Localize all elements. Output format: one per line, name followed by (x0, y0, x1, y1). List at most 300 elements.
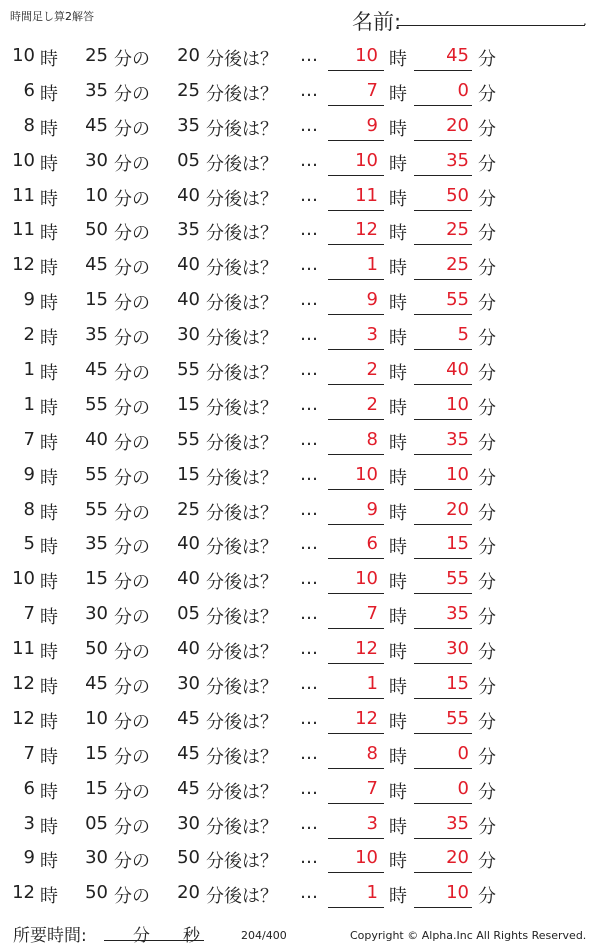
hour-unit: 時 (389, 49, 407, 70)
answer-hour-underline (328, 279, 384, 280)
answer-hour-underline (328, 698, 384, 699)
added-minutes: 35 (177, 114, 200, 136)
minutes-later-text: 分後は？ (206, 816, 278, 838)
ellipsis: … (300, 324, 318, 346)
name-underline (397, 25, 585, 26)
minute-unit: 分 (478, 711, 496, 733)
time-required-label: 所要時間: (13, 926, 87, 946)
problem-row (0, 213, 600, 248)
problem-row (0, 388, 600, 423)
start-hour: 6 (23, 79, 35, 101)
minute-unit: 分 (478, 83, 496, 105)
minutes-later-text: 分後は？ (206, 83, 278, 105)
answer-minute-underline (414, 140, 472, 141)
minutes-later-text: 分後は？ (206, 642, 278, 664)
ellipsis: … (300, 707, 318, 729)
answer-minute-underline (414, 244, 472, 245)
hour-unit: 時 (40, 467, 58, 489)
hour-unit: 時 (389, 711, 407, 733)
start-minute: 30 (85, 847, 108, 869)
answer-hour-underline (328, 907, 384, 908)
minute-of-unit: 分の (114, 188, 150, 210)
answer-minute: 15 (446, 533, 469, 555)
start-hour: 1 (23, 359, 35, 381)
start-hour: 8 (23, 114, 35, 136)
minute-of-unit: 分の (114, 537, 150, 559)
answer-minute-underline (414, 105, 472, 106)
minutes-later-text: 分後は？ (206, 153, 278, 175)
start-hour: 7 (23, 428, 35, 450)
problem-row (0, 772, 600, 807)
added-minutes: 05 (177, 149, 200, 171)
problem-row (0, 283, 600, 318)
ellipsis: … (300, 114, 318, 136)
answer-minute-underline (414, 279, 472, 280)
answer-hour: 9 (366, 289, 378, 311)
answer-hour: 7 (366, 777, 378, 799)
problem-row (0, 493, 600, 528)
ellipsis: … (300, 847, 318, 869)
added-minutes: 40 (177, 568, 200, 590)
answer-minute: 45 (446, 45, 469, 66)
hour-unit: 時 (40, 677, 58, 699)
answer-minute: 40 (446, 359, 469, 381)
added-minutes: 20 (177, 45, 200, 66)
hour-unit: 時 (389, 293, 407, 315)
answer-hour-underline (328, 872, 384, 873)
hour-unit: 時 (389, 328, 407, 350)
hour-unit: 時 (389, 677, 407, 699)
problem-row (0, 876, 600, 911)
ellipsis: … (300, 673, 318, 695)
minute-unit: 分 (478, 118, 496, 140)
name-label: 名前: (352, 10, 402, 34)
minute-of-unit: 分の (114, 363, 150, 385)
start-minute: 55 (85, 498, 108, 520)
minute-of-unit: 分の (114, 153, 150, 175)
hour-unit: 時 (40, 363, 58, 385)
added-minutes: 20 (177, 882, 200, 904)
answer-minute: 15 (446, 673, 469, 695)
hour-unit: 時 (40, 188, 58, 210)
start-minute: 35 (85, 79, 108, 101)
answer-minute-underline (414, 419, 472, 420)
answer-minute-underline (414, 698, 472, 699)
minute-of-unit: 分の (114, 258, 150, 280)
minute-unit: 分 (478, 188, 496, 210)
answer-minute: 10 (446, 393, 469, 415)
problem-row (0, 597, 600, 632)
ellipsis: … (300, 882, 318, 904)
minutes-later-text: 分後は？ (206, 258, 278, 280)
added-minutes: 30 (177, 812, 200, 834)
answer-hour: 12 (355, 638, 378, 660)
minute-unit: 分 (478, 258, 496, 280)
added-minutes: 40 (177, 254, 200, 276)
ellipsis: … (300, 568, 318, 590)
answer-hour-underline (328, 558, 384, 559)
answer-minute-underline (414, 70, 472, 71)
hour-unit: 時 (40, 607, 58, 629)
added-minutes: 30 (177, 324, 200, 346)
answer-minute: 55 (446, 707, 469, 729)
minute-unit: 分 (478, 49, 496, 70)
added-minutes: 40 (177, 184, 200, 206)
problem-row (0, 39, 600, 74)
problem-row (0, 737, 600, 772)
start-minute: 45 (85, 673, 108, 695)
start-minute: 45 (85, 254, 108, 276)
hour-unit: 時 (40, 816, 58, 838)
start-minute: 10 (85, 707, 108, 729)
start-minute: 30 (85, 149, 108, 171)
answer-minute: 10 (446, 882, 469, 904)
minute-unit: 分 (478, 502, 496, 524)
problem-row (0, 144, 600, 179)
minute-unit: 分 (478, 223, 496, 245)
page-number: 204/400 (241, 929, 287, 942)
time-minute-label: 分 (133, 926, 150, 946)
problem-row (0, 74, 600, 109)
minute-unit: 分 (478, 293, 496, 315)
added-minutes: 55 (177, 428, 200, 450)
added-minutes: 50 (177, 847, 200, 869)
answer-minute-underline (414, 733, 472, 734)
answer-hour-underline (328, 524, 384, 525)
hour-unit: 時 (40, 153, 58, 175)
start-hour: 12 (12, 673, 35, 695)
answer-minute: 20 (446, 498, 469, 520)
minutes-later-text: 分後は？ (206, 223, 278, 245)
ellipsis: … (300, 428, 318, 450)
answer-hour-underline (328, 733, 384, 734)
ellipsis: … (300, 359, 318, 381)
problem-row (0, 702, 600, 737)
answer-hour-underline (328, 140, 384, 141)
minute-unit: 分 (478, 432, 496, 454)
answer-minute: 0 (457, 742, 469, 764)
added-minutes: 35 (177, 219, 200, 241)
answer-hour: 7 (366, 603, 378, 625)
hour-unit: 時 (40, 537, 58, 559)
hour-unit: 時 (40, 572, 58, 594)
minutes-later-text: 分後は？ (206, 188, 278, 210)
answer-hour: 1 (366, 673, 378, 695)
start-minute: 55 (85, 463, 108, 485)
ellipsis: … (300, 812, 318, 834)
start-hour: 6 (23, 777, 35, 799)
answer-minute-underline (414, 872, 472, 873)
answer-hour-underline (328, 803, 384, 804)
hour-unit: 時 (40, 49, 58, 70)
hour-unit: 時 (40, 328, 58, 350)
answer-minute: 25 (446, 219, 469, 241)
answer-minute-underline (414, 349, 472, 350)
answer-minute-underline (414, 384, 472, 385)
answer-hour: 3 (366, 812, 378, 834)
minute-of-unit: 分の (114, 851, 150, 873)
answer-minute-underline (414, 524, 472, 525)
answer-minute: 35 (446, 149, 469, 171)
ellipsis: … (300, 254, 318, 276)
problem-row (0, 109, 600, 144)
start-minute: 15 (85, 568, 108, 590)
answer-minute: 50 (446, 184, 469, 206)
start-minute: 35 (85, 324, 108, 346)
answer-hour: 11 (355, 184, 378, 206)
hour-unit: 時 (389, 223, 407, 245)
answer-hour-underline (328, 419, 384, 420)
hour-unit: 時 (389, 607, 407, 629)
hour-unit: 時 (40, 642, 58, 664)
worksheet-title: 時間足し算2解答 (10, 10, 94, 23)
start-hour: 9 (23, 289, 35, 311)
minutes-later-text: 分後は？ (206, 607, 278, 629)
start-hour: 7 (23, 603, 35, 625)
added-minutes: 45 (177, 742, 200, 764)
minute-of-unit: 分の (114, 711, 150, 733)
start-hour: 11 (12, 638, 35, 660)
minute-of-unit: 分の (114, 83, 150, 105)
ellipsis: … (300, 498, 318, 520)
problem-row (0, 562, 600, 597)
added-minutes: 45 (177, 777, 200, 799)
start-minute: 25 (85, 45, 108, 66)
minute-unit: 分 (478, 851, 496, 873)
ellipsis: … (300, 45, 318, 66)
minutes-later-text: 分後は？ (206, 781, 278, 803)
start-minute: 15 (85, 777, 108, 799)
answer-hour: 7 (366, 79, 378, 101)
start-minute: 50 (85, 882, 108, 904)
answer-minute-underline (414, 907, 472, 908)
minute-unit: 分 (478, 397, 496, 419)
start-hour: 11 (12, 184, 35, 206)
hour-unit: 時 (40, 781, 58, 803)
hour-unit: 時 (389, 397, 407, 419)
problem-row (0, 353, 600, 388)
added-minutes: 40 (177, 638, 200, 660)
hour-unit: 時 (389, 851, 407, 873)
start-minute: 35 (85, 533, 108, 555)
answer-minute-underline (414, 454, 472, 455)
start-minute: 50 (85, 638, 108, 660)
answer-hour: 8 (366, 742, 378, 764)
hour-unit: 時 (389, 118, 407, 140)
hour-unit: 時 (389, 572, 407, 594)
answer-minute-underline (414, 175, 472, 176)
answer-hour: 10 (355, 45, 378, 66)
ellipsis: … (300, 777, 318, 799)
minute-unit: 分 (478, 746, 496, 768)
start-hour: 9 (23, 463, 35, 485)
minutes-later-text: 分後は？ (206, 886, 278, 908)
minutes-later-text: 分後は？ (206, 537, 278, 559)
answer-hour: 2 (366, 393, 378, 415)
answer-hour-underline (328, 454, 384, 455)
answer-hour-underline (328, 628, 384, 629)
start-minute: 45 (85, 114, 108, 136)
added-minutes: 55 (177, 359, 200, 381)
minutes-later-text: 分後は？ (206, 118, 278, 140)
answer-hour-underline (328, 663, 384, 664)
minute-of-unit: 分の (114, 677, 150, 699)
answer-hour: 10 (355, 847, 378, 869)
hour-unit: 時 (389, 886, 407, 908)
minutes-later-text: 分後は？ (206, 432, 278, 454)
answer-hour: 9 (366, 498, 378, 520)
hour-unit: 時 (40, 746, 58, 768)
answer-minute-underline (414, 803, 472, 804)
added-minutes: 25 (177, 79, 200, 101)
minute-of-unit: 分の (114, 118, 150, 140)
minutes-later-text: 分後は？ (206, 49, 278, 70)
answer-minute: 0 (457, 79, 469, 101)
start-hour: 10 (12, 149, 35, 171)
answer-hour: 12 (355, 219, 378, 241)
hour-unit: 時 (389, 467, 407, 489)
answer-minute: 10 (446, 463, 469, 485)
hour-unit: 時 (389, 781, 407, 803)
answer-minute: 55 (446, 289, 469, 311)
hour-unit: 時 (40, 223, 58, 245)
problem-row (0, 318, 600, 353)
problem-row (0, 248, 600, 283)
hour-unit: 時 (40, 118, 58, 140)
minute-of-unit: 分の (114, 572, 150, 594)
problem-row (0, 632, 600, 667)
hour-unit: 時 (389, 153, 407, 175)
answer-minute-underline (414, 489, 472, 490)
minute-of-unit: 分の (114, 642, 150, 664)
answer-minute-underline (414, 838, 472, 839)
answer-hour: 8 (366, 428, 378, 450)
start-hour: 5 (23, 533, 35, 555)
minutes-later-text: 分後は？ (206, 851, 278, 873)
ellipsis: … (300, 149, 318, 171)
start-hour: 1 (23, 393, 35, 415)
answer-hour: 10 (355, 463, 378, 485)
start-minute: 50 (85, 219, 108, 241)
start-hour: 10 (12, 568, 35, 590)
start-hour: 8 (23, 498, 35, 520)
minute-unit: 分 (478, 642, 496, 664)
start-hour: 12 (12, 707, 35, 729)
hour-unit: 時 (389, 188, 407, 210)
minute-of-unit: 分の (114, 467, 150, 489)
hour-unit: 時 (389, 746, 407, 768)
hour-unit: 時 (389, 363, 407, 385)
answer-hour-underline (328, 210, 384, 211)
hour-unit: 時 (40, 502, 58, 524)
name-end-dot: . (583, 14, 587, 28)
problem-row (0, 807, 600, 842)
answer-minute: 5 (457, 324, 469, 346)
ellipsis: … (300, 603, 318, 625)
minutes-later-text: 分後は？ (206, 328, 278, 350)
answer-minute-underline (414, 210, 472, 211)
answer-minute: 0 (457, 777, 469, 799)
answer-minute: 35 (446, 428, 469, 450)
minute-of-unit: 分の (114, 886, 150, 908)
start-hour: 3 (23, 812, 35, 834)
added-minutes: 05 (177, 603, 200, 625)
start-hour: 11 (12, 219, 35, 241)
ellipsis: … (300, 463, 318, 485)
answer-minute-underline (414, 593, 472, 594)
minute-unit: 分 (478, 816, 496, 838)
hour-unit: 時 (40, 258, 58, 280)
ellipsis: … (300, 638, 318, 660)
time-second-label: 秒 (183, 926, 200, 946)
answer-hour: 3 (366, 324, 378, 346)
answer-minute-underline (414, 628, 472, 629)
start-minute: 45 (85, 359, 108, 381)
hour-unit: 時 (389, 258, 407, 280)
hour-unit: 時 (40, 432, 58, 454)
minute-of-unit: 分の (114, 781, 150, 803)
minutes-later-text: 分後は？ (206, 502, 278, 524)
answer-minute: 55 (446, 568, 469, 590)
start-hour: 12 (12, 882, 35, 904)
answer-minute-underline (414, 768, 472, 769)
start-minute: 40 (85, 428, 108, 450)
minutes-later-text: 分後は？ (206, 467, 278, 489)
minutes-later-text: 分後は？ (206, 397, 278, 419)
hour-unit: 時 (40, 851, 58, 873)
minute-unit: 分 (478, 677, 496, 699)
added-minutes: 15 (177, 463, 200, 485)
start-hour: 2 (23, 324, 35, 346)
hour-unit: 時 (389, 642, 407, 664)
answer-minute-underline (414, 558, 472, 559)
hour-unit: 時 (389, 83, 407, 105)
answer-hour: 9 (366, 114, 378, 136)
answer-hour-underline (328, 244, 384, 245)
answer-hour-underline (328, 105, 384, 106)
start-minute: 15 (85, 742, 108, 764)
start-minute: 05 (85, 812, 108, 834)
problem-row (0, 458, 600, 493)
start-hour: 9 (23, 847, 35, 869)
minute-unit: 分 (478, 572, 496, 594)
start-minute: 55 (85, 393, 108, 415)
start-minute: 10 (85, 184, 108, 206)
added-minutes: 30 (177, 673, 200, 695)
minute-unit: 分 (478, 328, 496, 350)
minute-of-unit: 分の (114, 293, 150, 315)
answer-hour-underline (328, 593, 384, 594)
ellipsis: … (300, 79, 318, 101)
minute-of-unit: 分の (114, 816, 150, 838)
minutes-later-text: 分後は？ (206, 746, 278, 768)
answer-hour-underline (328, 489, 384, 490)
minutes-later-text: 分後は？ (206, 677, 278, 699)
ellipsis: … (300, 219, 318, 241)
answer-hour: 1 (366, 882, 378, 904)
ellipsis: … (300, 289, 318, 311)
added-minutes: 15 (177, 393, 200, 415)
hour-unit: 時 (40, 83, 58, 105)
answer-minute: 35 (446, 603, 469, 625)
answer-hour-underline (328, 175, 384, 176)
minute-of-unit: 分の (114, 328, 150, 350)
problem-list (0, 39, 600, 911)
added-minutes: 40 (177, 533, 200, 555)
minute-of-unit: 分の (114, 49, 150, 70)
answer-minute: 30 (446, 638, 469, 660)
answer-hour-underline (328, 70, 384, 71)
